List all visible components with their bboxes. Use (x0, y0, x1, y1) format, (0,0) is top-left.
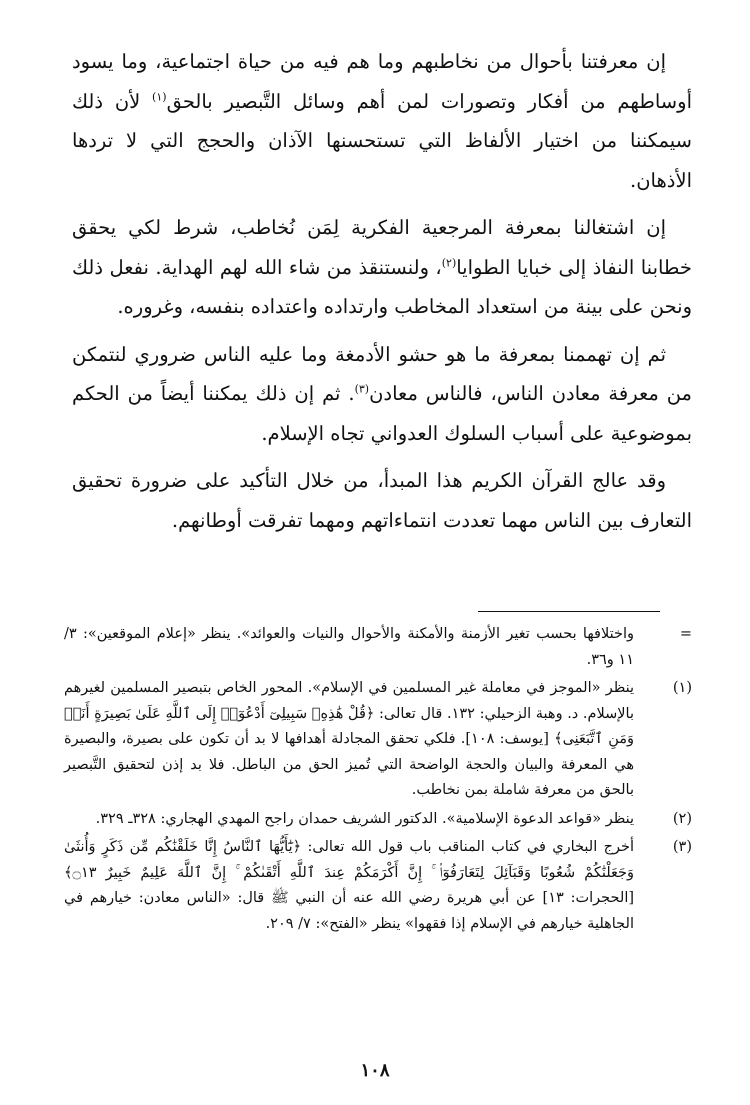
paragraph-1: إن معرفتنا بأحوال من نخاطبهم وما هم فيه من حياة اجتماعية، وما يسود أوساطهم من أفكار وتصورات لمن أهم وسائل التَّبصير بالحق$^{(١)}$ لأن ذلك سيمكننا من اختيار الألفاظ التي تستحسنها الآذان والحجج التي لا تردها الأذهان. (72, 50, 692, 192)
footnote-ref-2[interactable]: (٢) (441, 256, 457, 269)
footnote-mark: (١) (672, 680, 692, 696)
footnote-mark: (٢) (672, 810, 692, 827)
footnote-text: أخرج البخاري في كتاب المناقب باب قول الله تعالى: ﴿يَٰٓأَيُّهَا ٱلنَّاسُ إِنَّا خَلَقْنَٰكُم مِّن ذَكَرٍ وَأُنثَىٰ وَجَعَلْنَٰكُمْ شُعُوبًا وَقَبَآئِلَ لِتَعَارَفُوٓا۟ ۚ إِنَّ أَكْرَمَكُمْ عِندَ ٱللَّهِ أَتْقَىٰكُمْ ۚ إِنَّ ٱللَّهَ عَلِيمٌ خَبِيرٌ ۝١٣﴾ [الحجرات: ١٣] عن أبي هريرة رضي الله عنه أن النبي ﷺ قال: «الناس معادن: خيارهم في الجاهلية خيارهم في الإسلام إذا فقهوا» ينظر «الفتح»: ٧/ ٢٠٩. (64, 839, 635, 932)
paragraph-3: ثم إن تهممنا بمعرفة ما هو حشو الأدمغة وما عليه الناس ضروري لنتمكن من معرفة معادن الناس، فالناس معادن$^{(٣)}$. ثم إن ذلك يمكننا أيضاً من الحكم بموضوعية على أسباب السلوك العدواني تجاه الإسلام. (72, 342, 692, 445)
footnote-1 (64, 676, 692, 804)
footnote-ref-3[interactable]: (٣) (354, 382, 370, 396)
footnote-3 (64, 835, 692, 937)
footnotes (64, 622, 692, 940)
paragraph-2: إن اشتغالنا بمعرفة المرجعية الفكرية لِمَن نُخاطب، شرط لكي يحقق خطابنا النفاذ إلى خبايا الطوايا$^{(٢)}$، ولنستنقذ من شاء الله لهم الهداية. نفعل ذلك ونحن على بينة من استعداد المخاطب وارتداده واعتداده بنفسه، وغروره. (72, 216, 692, 318)
footnote-continued (64, 622, 692, 673)
main-text (72, 42, 692, 548)
footnote-mark: = (679, 626, 692, 642)
footnote-separator (478, 611, 660, 612)
paragraph-4: وقد عالج القرآن الكريم هذا المبدأ، من خلال التأكيد على ضرورة تحقيق التعارف بين الناس مهما تعددت انتماءاتهم ومهما تفرقت أوطانهم. (72, 469, 692, 532)
footnote-mark: (٣) (672, 839, 692, 855)
footnote-text: واختلافها بحسب تغير الأزمنة والأمكنة والأحوال والنيات والعوائد». ينظر «إعلام الموقعين»: ٣/ ١١ و٣٦. (64, 626, 634, 668)
footnote-2 (64, 807, 692, 833)
footnote-ref-1[interactable]: (١) (152, 90, 167, 103)
footnote-text: ينظر «الموجز في معاملة غير المسلمين في الإسلام». المحور الخاص بتبصير المسلمين لغيرهم بالإسلام. د. وهبة الزحيلي: ١٣٢. قال تعالى: ﴿قُلْ هَٰذِهِۦ سَبِيلِىٓ أَدْعُوٓا۟ إِلَى ٱللَّهِ عَلَىٰ بَصِيرَةٍ أَنَا۠ وَمَنِ ٱتَّبَعَنِى﴾ [يوسف: ١٠٨]. فلكي تحقق المجادلة أهدافها لا بد أن تكون على بصيرة، والبصيرة هي المعرفة والبيان والحجة الواضحة التي تُميز الحق من الباطل. فلا بد إذن لتحقيق التَّبصير بالحق من معرفة شاملة بمن نخاطب. (64, 680, 634, 798)
footnote-text: ينظر «قواعد الدعوة الإسلامية». الدكتور الشريف حمدان راجح المهدي الهجاري: ٣٢٨ـ ٣٢٩. (95, 810, 634, 827)
page-number: ١٠٨ (360, 1060, 390, 1081)
